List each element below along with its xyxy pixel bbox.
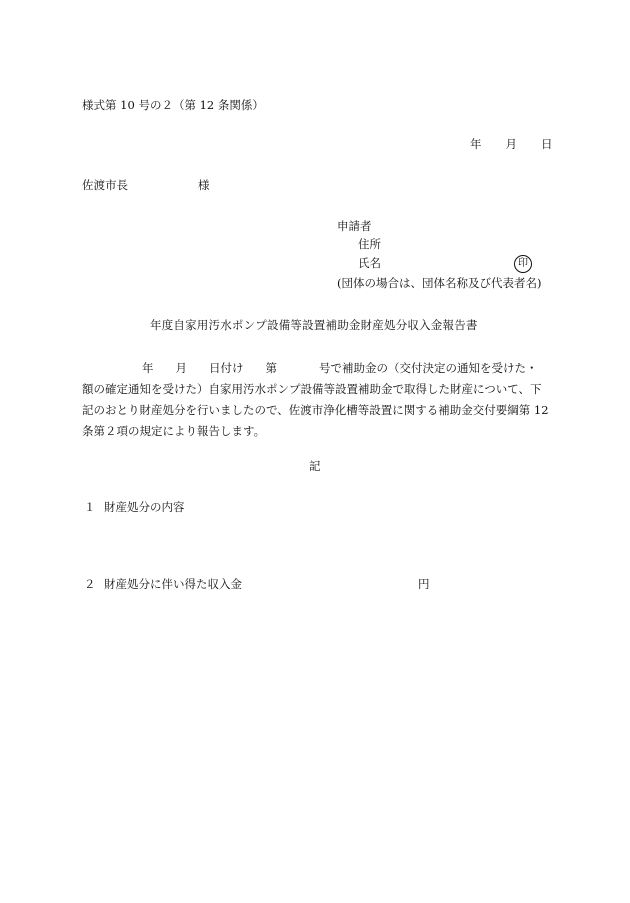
date-line: [470, 139, 553, 151]
body-paragraph: [82, 358, 552, 442]
item-label: 財産処分の内容: [104, 500, 185, 514]
date-month: 月: [505, 137, 517, 151]
item-label: 財産処分に伴い得た収入金: [104, 577, 242, 591]
form-number: 様式第 10 号の２（第 12 条関係）: [82, 98, 264, 112]
item-number: ２: [84, 577, 96, 591]
body-month: 月: [175, 361, 187, 375]
body-dai: 第: [265, 361, 277, 375]
applicant-address-label: 住所: [358, 237, 381, 251]
addressee-name: 佐渡市長: [82, 178, 128, 192]
body-line-3: 記のおとり財産処分を行いましたので、佐渡市浄化槽等設置に関する補助金交付要綱第 12: [82, 403, 549, 417]
note-heading: 記: [309, 459, 321, 473]
body-line-1: [82, 358, 552, 379]
organization-note: (団体の場合は、団体名称及び代表者名): [337, 276, 542, 290]
item-disposal-income: [84, 579, 242, 591]
item-number: １: [84, 500, 96, 514]
currency-unit: 円: [418, 577, 430, 591]
date-day: 日: [541, 137, 553, 151]
body-line-2: 額の確定通知を受けた）自家用汚水ポンプ設備等設置補助金で取得した財産について、下: [82, 382, 542, 396]
addressee-line: [82, 180, 210, 192]
document-title: 年度自家用汚水ポンプ設備等設置補助金財産処分収入金報告書: [150, 318, 478, 332]
applicant-label: 申請者: [337, 219, 372, 233]
body-line-4: 条第２項の規定により報告します。: [82, 424, 266, 438]
body-year: 年: [142, 361, 154, 375]
body-line-1-rest: 号で補助金の（交付決定の通知を受けた・: [319, 361, 538, 375]
item-property-disposal-content: [84, 502, 185, 514]
date-year: 年: [470, 137, 482, 151]
body-date-suffix: 日付け: [209, 361, 244, 375]
addressee-honorific: 様: [198, 178, 210, 192]
applicant-name-label: 氏名: [358, 256, 381, 270]
seal-mark-icon: 印: [514, 255, 532, 273]
